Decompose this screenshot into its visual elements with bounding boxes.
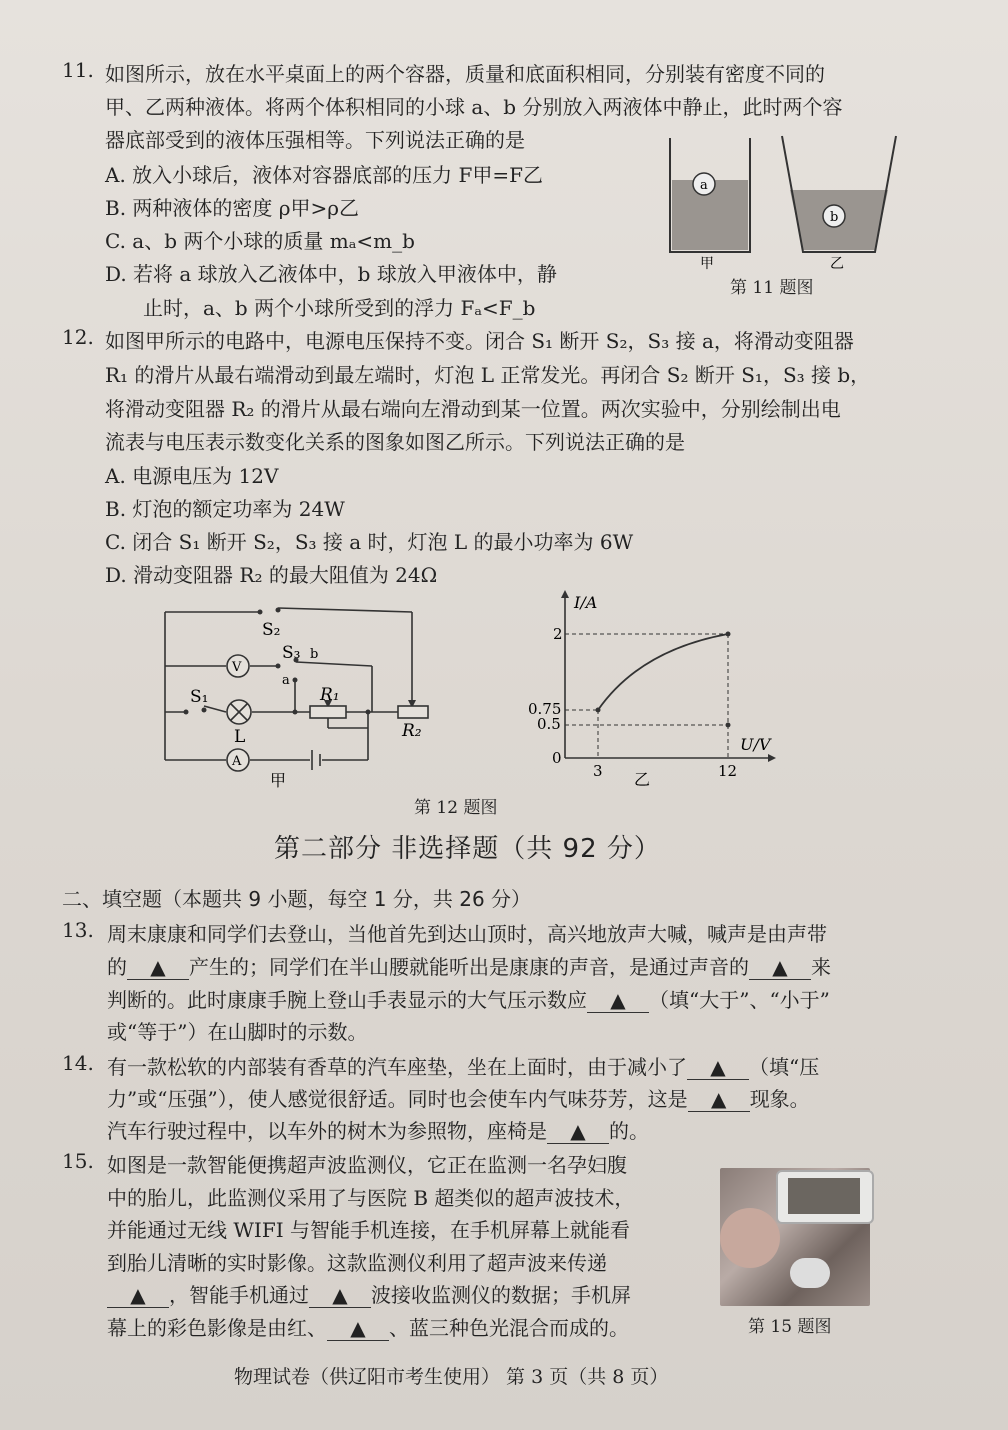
q14-text: 力”或“压强”），使人感觉很舒适。同时也会使车内气味芬芳，这是 <box>107 1087 688 1111</box>
q12-option-c: C. 闭合 S₁ 断开 S₂，S₃ 接 a 时，灯泡 L 的最小功率为 6W <box>105 530 634 554</box>
q14-text: （填“压 <box>749 1055 820 1079</box>
q11-stem: 器底部受到的液体压强相等。下列说法正确的是 <box>105 128 525 152</box>
question-number: 14. <box>62 1051 94 1075</box>
page-footer: 物理试卷（供辽阳市考生使用） 第 3 页（共 8 页） <box>234 1366 669 1388</box>
ball-b-label: b <box>830 210 839 225</box>
answer-blank[interactable]: ▲ <box>327 1316 389 1341</box>
ball-a-label: a <box>700 178 708 193</box>
q15-text: 波接收监测仪的数据；手机屏 <box>371 1283 631 1307</box>
answer-blank[interactable]: ▲ <box>107 1283 169 1308</box>
q15-stem <box>107 1312 629 1341</box>
q14-stem <box>107 1115 649 1144</box>
rheostat-r2-label: R₂ <box>402 721 422 741</box>
switch-s1-label: S₁ <box>190 687 209 707</box>
xtick-12: 12 <box>718 762 738 780</box>
q14-text: 现象。 <box>749 1087 810 1111</box>
q13-text: 产生的；同学们在半山腰就能听出是康康的声音，是通过声音的 <box>189 955 749 979</box>
answer-blank[interactable]: ▲ <box>127 955 189 980</box>
question-number: 11. <box>62 58 94 82</box>
section-heading: 二、填空题（本题共 9 小题，每空 1 分，共 26 分） <box>62 887 532 911</box>
xtick-3: 3 <box>593 762 603 780</box>
ytick-2: 2 <box>553 625 563 643</box>
q12-option-b: B. 灯泡的额定功率为 24W <box>105 497 345 521</box>
circuit-jia-label: 甲 <box>270 771 287 790</box>
answer-blank[interactable]: ▲ <box>749 955 811 980</box>
q11-option-d: 止时，a、b 两个小球所受到的浮力 Fₐ<F_b <box>143 296 536 320</box>
graph-ylabel: I/A <box>574 593 598 612</box>
container-jia-label: 甲 <box>700 256 714 272</box>
q13-stem <box>107 951 831 980</box>
figure-caption: 第 15 题图 <box>748 1317 832 1337</box>
hand-image <box>720 1208 780 1268</box>
q12-stem: 将滑动变阻器 R₂ 的滑片从最右端向左滑动到某一位置。两次实验中，分别绘制出电 <box>105 397 841 421</box>
q15-text: 幕上的彩色影像是由红、 <box>107 1316 327 1340</box>
q13-text: 判断的。此时康康手腕上登山手表显示的大气压示数应 <box>107 988 587 1012</box>
part-two-heading: 第二部分 非选择题（共 92 分） <box>274 834 661 864</box>
q15-stem: 并能通过无线 WIFI 与智能手机连接，在手机屏幕上就能看 <box>107 1218 630 1242</box>
ytick-0-75: 0.75 <box>528 700 562 718</box>
q13-stem <box>107 984 830 1013</box>
question-number: 15. <box>62 1149 94 1173</box>
q11-option-a: A. 放入小球后，液体对容器底部的压力 F甲=F乙 <box>105 163 544 187</box>
q11-option-d: D. 若将 a 球放入乙液体中，b 球放入甲液体中，静 <box>105 262 557 286</box>
q14-stem <box>107 1083 810 1112</box>
terminal-a-label: a <box>282 673 290 688</box>
q14-stem <box>107 1051 819 1080</box>
ammeter-label: A <box>232 754 242 769</box>
ultrasound-monitor-photo <box>720 1168 870 1306</box>
q11-containers-figure <box>660 130 910 280</box>
ultrasound-probe-image <box>790 1258 830 1288</box>
lamp-label: L <box>234 727 246 747</box>
q14-text: 的。 <box>609 1119 649 1143</box>
q12-stem: 流表与电压表示数变化关系的图象如图乙所示。下列说法正确的是 <box>105 430 685 454</box>
graph-yi-label: 乙 <box>634 770 651 788</box>
q13-text: 的 <box>107 955 127 979</box>
q14-text: 汽车行驶过程中，以车外的树木为参照物，座椅是 <box>107 1119 547 1143</box>
q12-stem: R₁ 的滑片从最右端滑动到最左端时，灯泡 L 正常发光。再闭合 S₂ 断开 S₁，S₃ 接 b， <box>105 363 871 387</box>
answer-blank[interactable]: ▲ <box>547 1119 609 1144</box>
q13-text: 来 <box>811 955 831 979</box>
q12-circuit-diagram <box>150 600 450 790</box>
q12-option-d: D. 滑动变阻器 R₂ 的最大阻值为 24Ω <box>105 563 438 587</box>
q12-option-a: A. 电源电压为 12V <box>105 464 279 488</box>
switch-s3-label: S₃ <box>282 643 301 663</box>
q15-stem: 如图是一款智能便携超声波监测仪，它正在监测一名孕妇腹 <box>107 1153 627 1177</box>
q15-text: 、蓝三种色光混合而成的。 <box>389 1316 629 1340</box>
q13-stem: 周末康康和同学们去登山，当他首先到达山顶时，高兴地放声大喊，喊声是由声带 <box>107 922 827 946</box>
q15-text: ，智能手机通过 <box>169 1283 309 1307</box>
rheostat-r1-label: R₁ <box>320 685 340 705</box>
q12-iu-graph <box>520 588 790 788</box>
figure-caption: 第 12 题图 <box>414 798 498 818</box>
q15-stem: 中的胎儿，此监测仪采用了与医院 B 超类似的超声波技术， <box>107 1186 635 1210</box>
graph-xlabel: U/V <box>740 735 771 754</box>
switch-s2-label: S₂ <box>262 620 281 640</box>
q15-stem <box>107 1279 631 1308</box>
voltmeter-label: V <box>232 660 242 675</box>
ytick-0-5: 0.5 <box>537 715 561 733</box>
phone-screen <box>788 1178 860 1214</box>
smartphone-image <box>776 1170 874 1224</box>
q14-text: 有一款松软的内部装有香草的汽车座垫，坐在上面时，由于减小了 <box>107 1055 687 1079</box>
question-number: 12. <box>62 325 94 349</box>
q15-stem: 到胎儿清晰的实时影像。这款监测仪利用了超声波来传递 <box>107 1251 607 1275</box>
q11-option-c: C. a、b 两个小球的质量 mₐ<m_b <box>105 229 415 253</box>
answer-blank[interactable]: ▲ <box>587 988 649 1013</box>
answer-blank[interactable]: ▲ <box>309 1283 371 1308</box>
container-yi-label: 乙 <box>830 256 844 272</box>
figure-caption: 第 11 题图 <box>730 278 814 298</box>
answer-blank[interactable]: ▲ <box>688 1087 750 1112</box>
question-number: 13. <box>62 918 94 942</box>
ytick-0: 0 <box>552 749 562 767</box>
q11-stem: 甲、乙两种液体。将两个体积相同的小球 a、b 分别放入两液体中静止，此时两个容 <box>105 95 843 119</box>
q11-option-b: B. 两种液体的密度 ρ甲>ρ乙 <box>105 196 360 220</box>
q11-stem: 如图所示，放在水平桌面上的两个容器，质量和底面积相同，分别装有密度不同的 <box>105 62 825 86</box>
q13-stem: 或“等于”）在山脚时的示数。 <box>107 1020 368 1044</box>
q13-text: （填“大于”、“小于” <box>649 988 830 1012</box>
terminal-b-label: b <box>310 647 319 662</box>
q12-stem: 如图甲所示的电路中，电源电压保持不变。闭合 S₁ 断开 S₂，S₃ 接 a，将滑动变阻器 <box>105 329 854 353</box>
answer-blank[interactable]: ▲ <box>687 1055 749 1080</box>
